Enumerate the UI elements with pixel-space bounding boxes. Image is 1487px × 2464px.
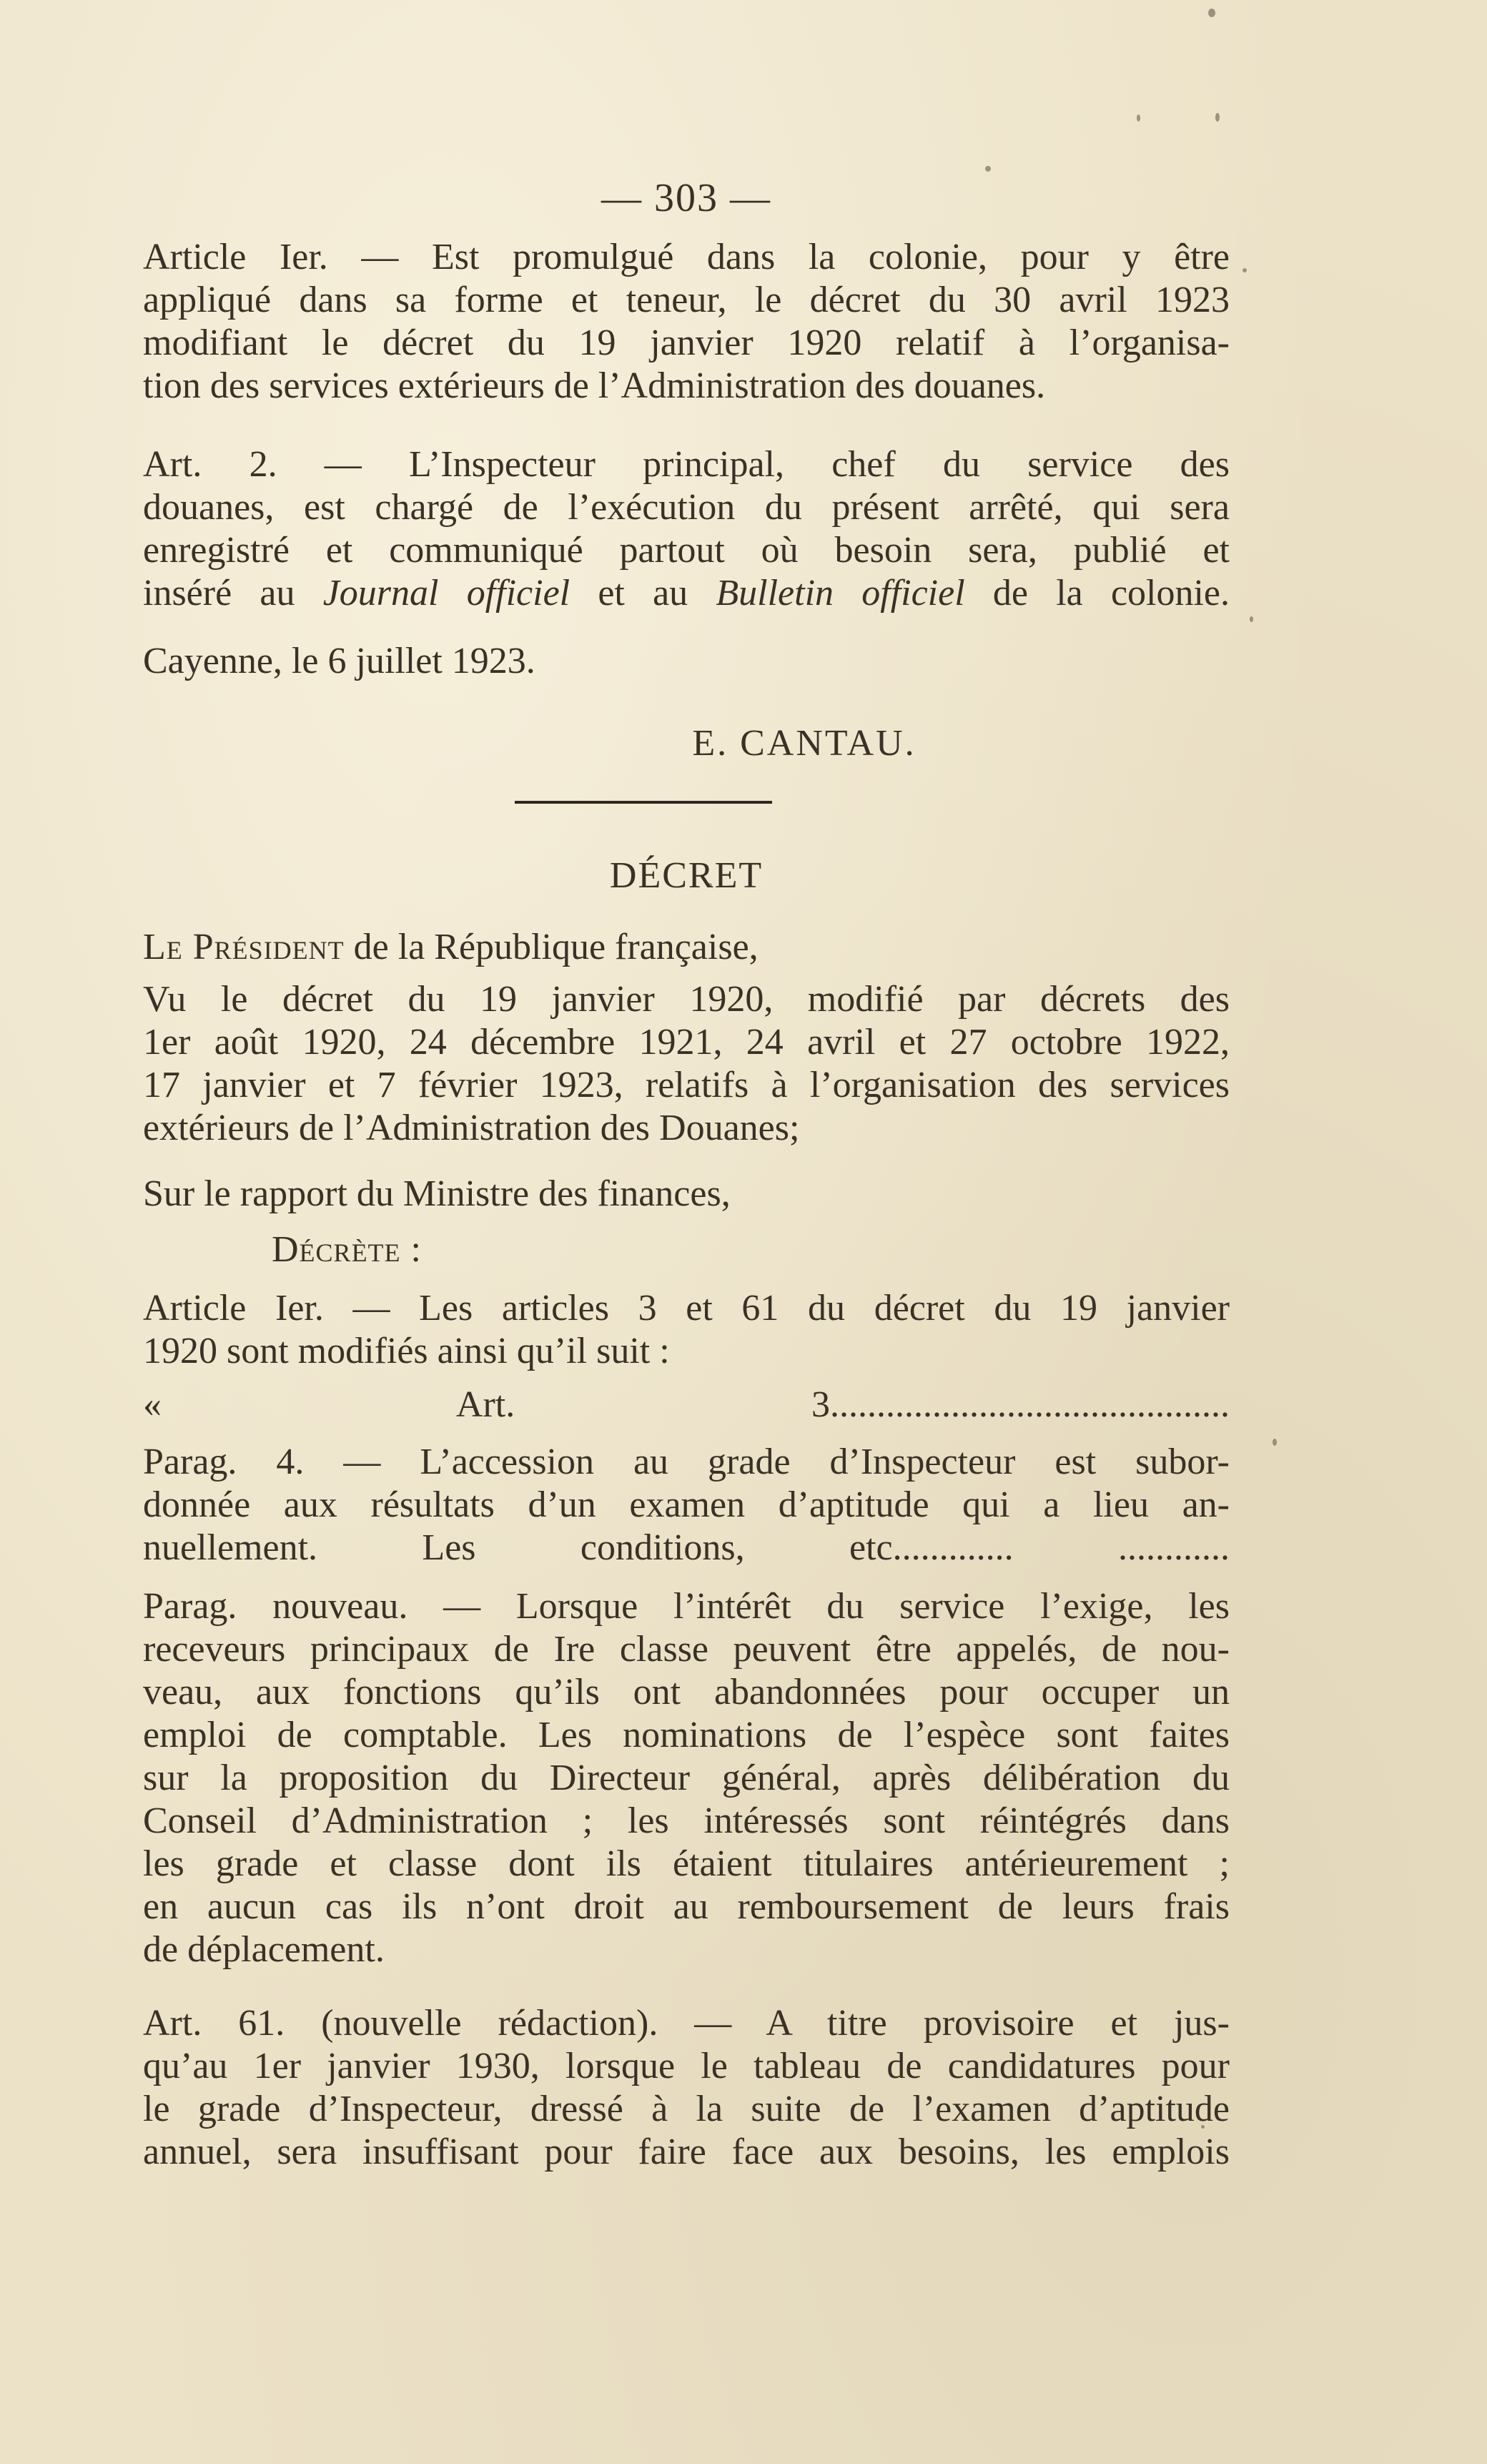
signature: E. CANTAU. [692,723,917,764]
text-line: emploi de comptable. Les nominations de l’espèce sont faites [143,1715,1230,1755]
text-fragment: de la République française, [344,927,759,967]
text-line: receveurs principaux de Ire classe peuvent être appelés, de nou- [143,1629,1230,1670]
text-line: tion des services extérieurs de l’Administration des douanes. [143,365,1046,406]
text-line: nuellement. Les conditions, etc............. ............ [143,1527,1230,1568]
text-fragment: inséré au [143,573,323,613]
text-line: appliqué dans sa forme et teneur, le décret du 30 avril 1923 [143,280,1230,320]
text-line: donnée aux résultats d’un examen d’aptitude qui a lieu an- [143,1484,1230,1525]
paper-speck [1137,114,1140,122]
text-line: Article Ier. — Les articles 3 et 61 du décret du 19 janvier [143,1288,1230,1329]
parag-nouveau [143,1585,1230,1971]
decret-article-1 [143,1287,1230,1373]
text-fragment: de la colonie. [964,573,1230,613]
text-line: veau, aux fonctions qu’ils ont abandonnées pour occuper un [143,1672,1230,1713]
decrete-line: Décrète : [272,1229,422,1270]
paper-speck [1208,9,1215,17]
text-line: Vu le décret du 19 janvier 1920, modifié par décrets des [143,979,1230,1020]
arrete-article-1 [143,236,1230,408]
text-line: annuel, sera insuffisant pour faire face aux besoins, les emplois [143,2132,1230,2172]
text-line: en aucun cas ils n’ont droit au remboursement de leurs frais [143,1886,1230,1927]
text-line: Art. 2. — L’Inspecteur principal, chef du service des [143,444,1230,485]
bulletin-officiel-title: Bulletin officiel [716,573,965,613]
rapport-line: Sur le rapport du Ministre des finances, [143,1173,731,1214]
parag-4 [143,1441,1230,1569]
text-line: Art. 61. (nouvelle rédaction). — A titre provisoire et jus- [143,2003,1230,2044]
text-line: les grade et classe dont ils étaient titulaires antérieurement ; [143,1843,1230,1884]
decret-title: DÉCRET [609,855,764,896]
paper-speck [1273,1439,1277,1446]
paper-speck [1243,268,1247,272]
text-line: Parag. nouveau. — Lorsque l’intérêt du service l’exige, les [143,1586,1230,1627]
text-line [143,572,1230,615]
text-line: douanes, est chargé de l’exécution du présent arrêté, qui sera [143,487,1230,528]
art-61 [143,2002,1230,2174]
text-fragment: et au [570,573,716,613]
text-line: le grade d’Inspecteur, dressé à la suite de l’examen d’aptitude [143,2089,1230,2129]
text-line: Article Ier. — Est promulgué dans la colonie, pour y être [143,237,1230,277]
vu-paragraph [143,978,1230,1150]
text-line: 17 janvier et 7 février 1923, relatifs à l’organisation des services [143,1065,1230,1105]
page-number: — 303 — [601,176,771,220]
date-line: Cayenne, le 6 juillet 1923. [143,641,535,681]
separator-rule [515,801,772,804]
president-lead: Le Président [143,927,345,967]
text-line: de déplacement. [143,1929,385,1970]
paper-speck [985,166,991,172]
text-line: 1er août 1920, 24 décembre 1921, 24 avril et 27 octobre 1922, [143,1022,1230,1063]
paper-speck [1250,616,1253,622]
text-line: Parag. 4. — L’accession au grade d’Inspecteur est subor- [143,1442,1230,1482]
text-line: sur la proposition du Directeur général, après délibération du [143,1758,1230,1798]
president-line [143,926,1230,969]
text-line: Conseil d’Administration ; les intéressés sont réintégrés dans [143,1800,1230,1841]
journal-officiel-title: Journal officiel [322,573,570,613]
text-line: 1920 sont modifiés ainsi qu’il suit : [143,1331,670,1371]
text-line: qu’au 1er janvier 1930, lorsque le tableau de candidatures pour [143,2046,1230,2086]
text-line: extérieurs de l’Administration des Douanes; [143,1108,800,1148]
arrete-article-2 [143,443,1230,615]
text-line: enregistré et communiqué partout où besoin sera, publié et [143,530,1230,571]
text-line: modifiant le décret du 19 janvier 1920 relatif à l’organisa- [143,322,1230,363]
art3-line: « Art. 3........................................... [143,1384,1230,1425]
paper-speck [1215,113,1220,122]
